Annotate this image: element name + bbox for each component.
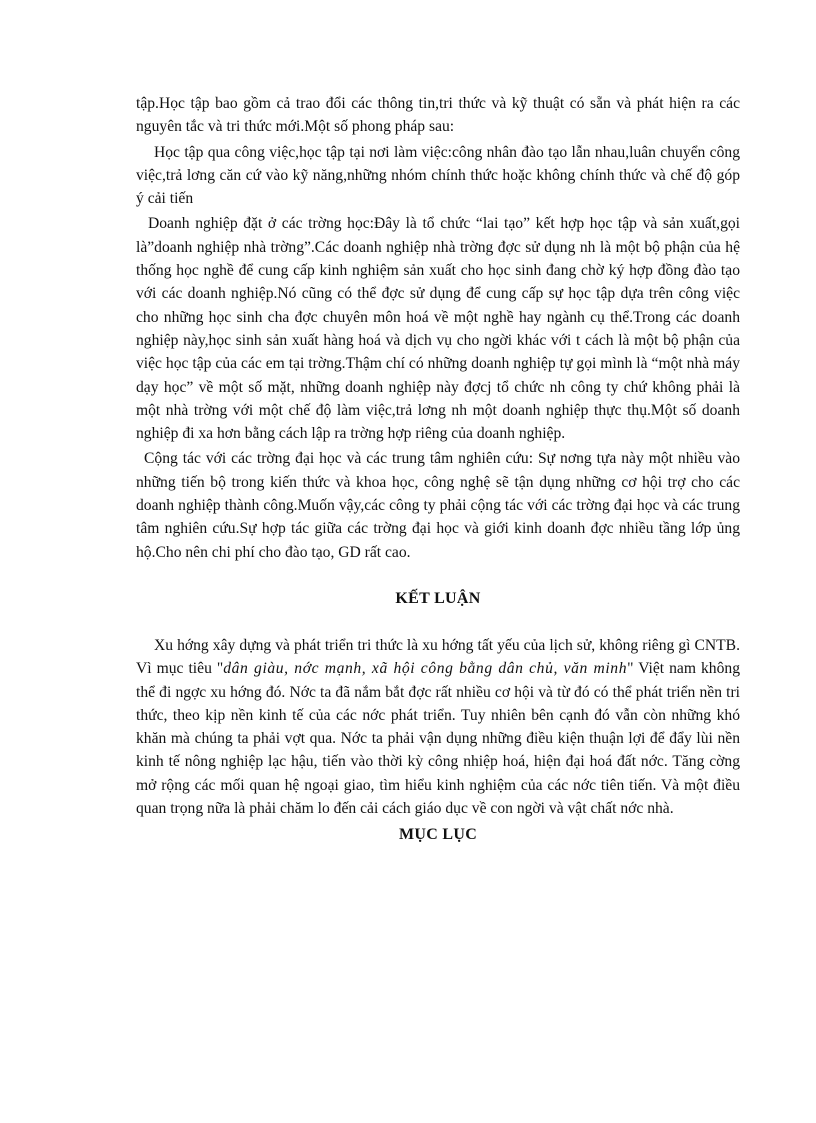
paragraph-learning-at-work: Học tập qua công việc,học tập tại nơi làm việc:công nhân đào tạo lẫn nhau,luân chuyển công việc,trả lơng căn cứ vào kỹ năng,những nhóm chính thức hoặc không chính thức và chế độ góp ý cải tiến <box>136 143 740 208</box>
conclusion-text-before: Xu hớng xây dựng và phát triển tri thức là xu hớng tất yếu của lịch sử, không riêng gì CNTB. Vì mục tiêu " <box>136 636 740 678</box>
conclusion-heading: KẾT LUẬN <box>395 589 481 607</box>
conclusion-paragraph <box>136 634 740 820</box>
toc-heading: MỤC LỤC <box>398 826 478 844</box>
document-page <box>136 92 740 844</box>
conclusion-slogan: dân giàu, nớc mạnh, xã hội công bằng dân chủ, văn minh <box>223 660 628 678</box>
paragraph-university-cooperation: Cộng tác với các trờng đại học và các trung tâm nghiên cứu: Sự nơng tựa này một nhiều vào những tiến bộ trong kiến thức và khoa học, công nghệ sẽ tận dụng những cơ hội trợ cho các doanh nghiệp thành công.Muốn vậy,các công ty phải cộng tác với các trờng đại học và các trung tâm nghiên cứu.Sự hợp tác giữa các trờng đại học và giới kinh doanh đợc nhiều tầng lớp ủng hộ.Cho nên chi phí cho đào tạo, GD rất cao. <box>136 450 740 561</box>
paragraph-intro: tập.Học tập bao gồm cả trao đổi các thông tin,tri thức và kỹ thuật có sẵn và phát hiện ra các nguyên tắc và tri thức mới.Một số phong pháp sau: <box>136 95 740 136</box>
conclusion-text-after: " Việt nam không thể đi ngợc xu hớng đó. Nớc ta đã nắm bắt đợc rất nhiều cơ hội và từ đó có thể phát triển nền tri thức, theo kịp nền kinh tế của các nớc phát triển. Tuy nhiên bên cạnh đó vẫn còn những khó khăn mà chúng ta phải vợt qua. Nớc ta phải vận dụng những điều kiện thuận lợi để đẩy lùi nền kinh tế nông nghiệp lạc hậu, tiến vào thời kỳ công nhiệp hoá, hiện đại hoá đất nớc. Tăng cờng mở rộng các mối quan hệ ngoại giao, tìm hiểu kinh nghiệm của các nớc tiên tiến. Và một điều quan trọng nữa là phải chăm lo đến cải cách giáo dục về con ngời và vật chất nớc nhà. <box>136 660 740 818</box>
paragraph-school-enterprise: Doanh nghiệp đặt ở các trờng học:Đây là tổ chức “lai tạo” kết hợp học tập và sản xuất,gọi là”doanh nghiệp nhà trờng”.Các doanh nghiệp nhà trờng đợc sử dụng nh là một bộ phận của hệ thống học nghề để cung cấp kinh nghiệm sản xuất cho học sinh đang chờ ký hợp đồng đào tạo với các doanh nghiệp.Nó cũng có thể đợc sử dụng để cung cấp sự học tập dựa trên công việc cho những học sinh cha đợc chuyên môn hoá về một nghề hay ngành cụ thể.Trong các doanh nghiệp này,học sinh sản xuất hàng hoá và dịch vụ cho ngời khác với t cách là một bộ phận của việc học tập của các em tại trờng.Thậm chí có những doanh nghiệp tự gọi mình là “một nhà máy dạy học” về một số mặt, những doanh nghiệp này đợcj tổ chức nh công ty chứ không phải là một nhà trờng với một chế độ làm việc,trả lơng nh một doanh nghiệp thực thụ.Một số doanh nghiệp đi xa hơn bằng cách lập ra trờng hợp riêng của doanh nghiệp. <box>136 215 740 443</box>
